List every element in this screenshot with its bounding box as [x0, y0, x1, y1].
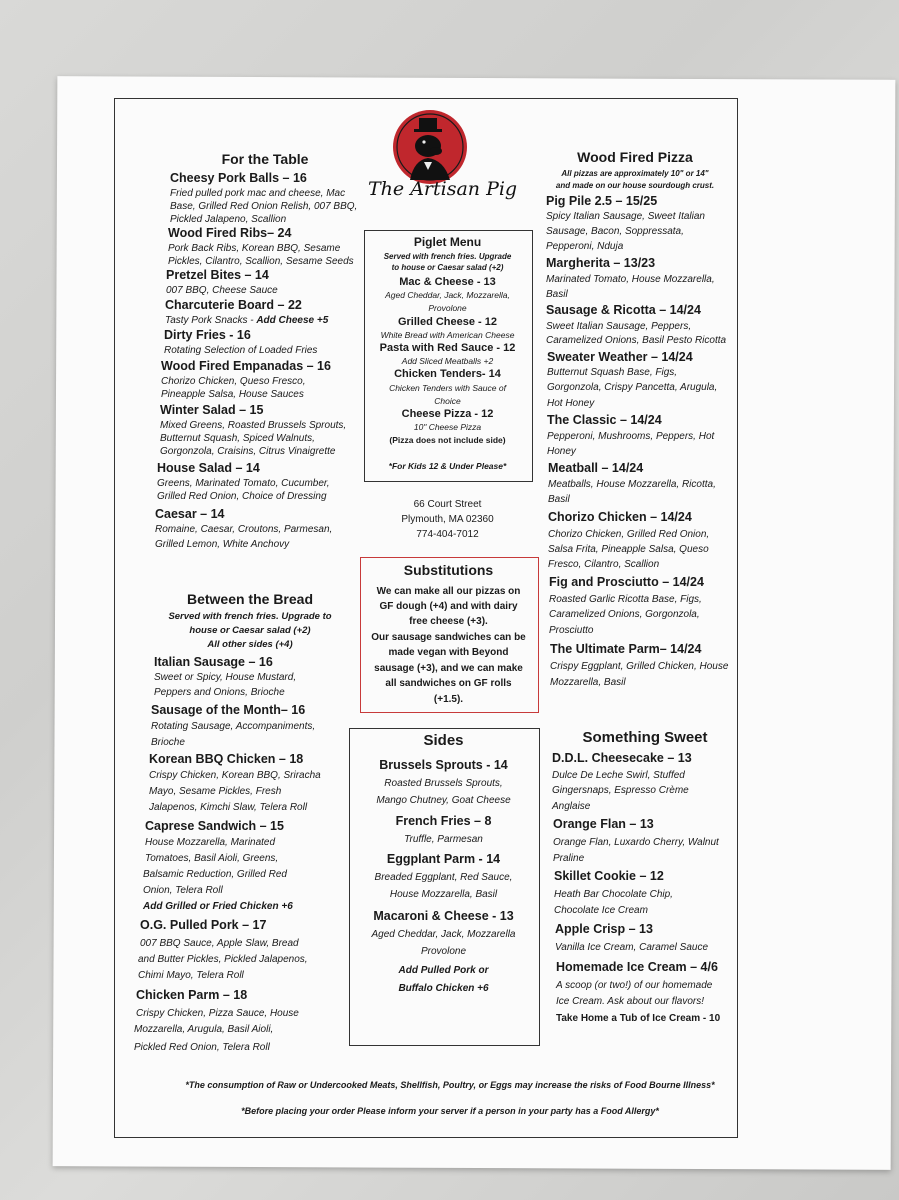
phone-number: 774-404-7012 [416, 529, 479, 540]
menu-item-name: Orange Flan – 13 [553, 817, 654, 831]
menu-item-name: Eggplant Parm - 14 [386, 852, 501, 866]
menu-item-desc: Chimi Mayo, Telera Roll [138, 970, 244, 981]
menu-item-name: Margherita – 13/23 [546, 256, 656, 270]
menu-item-desc: Breaded Eggplant, Red Sauce, [374, 872, 513, 883]
menu-item-desc: Jalapenos, Kimchi Slaw, Telera Roll [149, 802, 308, 813]
menu-item-name: Cheese Pizza - 12 [401, 408, 494, 420]
menu-item-desc: Prosciutto [549, 625, 594, 636]
menu-item-desc-text: Tasty Pork Snacks - [165, 315, 257, 326]
menu-item-name: Meatball – 14/24 [548, 461, 644, 475]
menu-item-desc: Onion, Telera Roll [143, 885, 223, 896]
menu-item-desc: Mixed Greens, Roasted Brussels Sprouts, [160, 420, 347, 431]
menu-item-desc: Gorgonzola, Craisins, Citrus Vinaigrette [160, 446, 336, 457]
pig-logo-icon [362, 108, 527, 218]
menu-item-name: Korean BBQ Chicken – 18 [149, 752, 304, 766]
substitutions-title: Substitutions [403, 562, 494, 578]
menu-item-desc: Pickles, Cilantro, Scallion, Sesame Seeds [168, 256, 354, 267]
menu-item-desc: Vanilla Ice Cream, Caramel Sauce [555, 942, 709, 953]
menu-item-desc: Aged Cheddar, Jack, Mozzarella [371, 929, 516, 940]
menu-item-desc: Praline [553, 853, 585, 864]
menu-item-desc: and Butter Pickles, Pickled Jalapenos, [138, 954, 308, 965]
menu-item-name: French Fries – 8 [395, 814, 492, 828]
substitutions-line: made vegan with Beyond [388, 647, 509, 658]
menu-item-desc: Caramelized Onions, Basil Pesto Ricotta [546, 335, 727, 346]
kids-note: *For Kids 12 & Under Please* [388, 461, 507, 471]
menu-item-name: Chicken Parm – 18 [136, 988, 248, 1002]
menu-item-name: Sausage & Ricotta – 14/24 [546, 303, 701, 317]
substitutions-line: sausage (+3), and we can make [374, 663, 523, 674]
menu-item-name: Pig Pile 2.5 – 15/25 [546, 194, 658, 208]
menu-item-name: O.G. Pulled Pork – 17 [140, 918, 267, 932]
sweet-title: Something Sweet [582, 729, 708, 746]
menu-item-desc: Gingersnaps, Espresso Crème [552, 785, 689, 796]
menu-item-desc: Fresco, Cilantro, Scallion [548, 559, 660, 570]
menu-item-desc: 007 BBQ, Cheese Sauce [166, 285, 278, 296]
menu-item-desc: Sausage, Bacon, Soppressata, [546, 226, 684, 237]
substitutions-line: Our sausage sandwiches can be [371, 632, 526, 643]
menu-item-desc: Pork Back Ribs, Korean BBQ, Sesame [168, 243, 341, 254]
allergy-disclaimer: *Before placing your order Please inform your server if a person in your party has a Food Allergy* [241, 1106, 659, 1116]
menu-item-name: Macaroni & Cheese - 13 [373, 909, 514, 923]
menu-item-name: Wood Fired Empanadas – 16 [161, 359, 331, 373]
menu-item-desc: Base, Grilled Red Onion Relish, 007 BBQ, [170, 201, 358, 212]
menu-item-name: Pasta with Red Sauce - 12 [379, 342, 516, 354]
address-street: 66 Court Street [413, 499, 482, 510]
sides-extra: Buffalo Chicken +6 [398, 983, 489, 994]
menu-item-name: Charcuterie Board – 22 [165, 298, 302, 312]
menu-item-desc: Honey [547, 446, 576, 457]
menu-item-desc: Pickled Jalapeno, Scallion [170, 214, 287, 225]
menu-item-desc: Add Sliced Meatballs +2 [401, 356, 494, 366]
menu-item-desc: Peppers and Onions, Brioche [154, 687, 285, 698]
menu-item-name: Mac & Cheese - 13 [399, 276, 496, 288]
ice-cream-tub-note: Take Home a Tub of Ice Cream - 10 [556, 1013, 721, 1024]
pizza-side-note: (Pizza does not include side) [389, 435, 506, 445]
menu-item-name: Skillet Cookie – 12 [554, 869, 664, 883]
menu-item-desc: Basil [548, 494, 570, 505]
menu-item-desc: Hot Honey [547, 398, 595, 409]
section-note: house or Caesar salad (+2) [189, 625, 311, 636]
menu-item-desc: Chocolate Ice Cream [554, 905, 648, 916]
menu-item-desc: Balsamic Reduction, Grilled Red [143, 869, 287, 880]
substitutions-line: all sandwiches on GF rolls [385, 678, 512, 689]
menu-item-desc: Grilled Red Onion, Choice of Dressing [157, 491, 327, 502]
menu-item-desc: Butternut Squash Base, Figs, [547, 367, 678, 378]
menu-item-name: Apple Crisp – 13 [555, 922, 653, 936]
menu-item-name: Pretzel Bites – 14 [166, 268, 269, 282]
for-the-table-title: For the Table [221, 151, 309, 167]
menu-item-desc: Provolone [428, 303, 467, 313]
menu-item-desc: Sweet Italian Sausage, Peppers, [546, 321, 692, 332]
menu-item-desc: Aged Cheddar, Jack, Mozzarella, [385, 290, 510, 300]
pizza-title: Wood Fired Pizza [577, 149, 693, 165]
logo [362, 108, 527, 218]
pizza-note: and made on our house sourdough crust. [555, 181, 715, 190]
menu-item-desc: Salsa Frita, Pineapple Salsa, Queso [548, 544, 709, 555]
menu-item-desc: Tomatoes, Basil Aioli, Greens, [145, 853, 279, 864]
menu-item-desc: Butternut Squash, Spiced Walnuts, [160, 433, 315, 444]
menu-item-name: Sweater Weather – 14/24 [547, 350, 693, 364]
menu-item-desc: Pepperoni, Mushrooms, Peppers, Hot [547, 431, 715, 442]
menu-item-name: Winter Salad – 15 [160, 403, 264, 417]
menu-item-desc: 007 BBQ Sauce, Apple Slaw, Bread [140, 938, 299, 949]
menu-item-desc: Mozzarella, Arugula, Basil Aioli, [134, 1024, 274, 1035]
menu-item-desc: Chorizo Chicken, Queso Fresco, [161, 376, 306, 387]
address-city: Plymouth, MA 02360 [401, 514, 494, 525]
menu-item-desc: House Mozzarella, Basil [389, 889, 498, 900]
sides-extra: Add Pulled Pork or [398, 965, 489, 976]
menu-item-desc: Ice Cream. Ask about our flavors! [556, 996, 705, 1007]
menu-item-name: D.D.L. Cheesecake – 13 [552, 751, 692, 765]
menu-item-desc: Dulce De Leche Swirl, Stuffed [552, 770, 685, 781]
between-the-bread-title: Between the Bread [186, 591, 314, 607]
menu-item-name: Italian Sausage – 16 [154, 655, 273, 669]
menu-item-name: Caprese Sandwich – 15 [145, 819, 284, 833]
menu-item-desc: Basil [546, 289, 568, 300]
section-note: Served with french fries. Upgrade to [168, 611, 332, 622]
substitutions-line: free cheese (+3). [409, 616, 488, 627]
piglet-note: to house or Caesar salad (+2) [391, 263, 504, 272]
piglet-title: Piglet Menu [413, 235, 482, 249]
piglet-note: Served with french fries. Upgrade [383, 252, 512, 261]
substitutions-line: We can make all our pizzas on [376, 586, 521, 597]
menu-item-name: Wood Fired Ribs– 24 [168, 226, 292, 240]
menu-item-desc: A scoop (or two!) of our homemade [556, 980, 713, 991]
menu-item-name: Homemade Ice Cream – 4/6 [556, 960, 718, 974]
substitutions-line: (+1.5). [433, 694, 464, 705]
menu-item-desc: Marinated Tomato, House Mozzarella, [546, 274, 715, 285]
menu-item-desc: Mango Chutney, Goat Cheese [376, 795, 511, 806]
menu-item-desc: Truffle, Parmesan [404, 834, 483, 845]
menu-item-desc: Sweet or Spicy, House Mustard, [154, 672, 297, 683]
menu-item-desc: Roasted Garlic Ricotta Base, Figs, [549, 594, 702, 605]
menu-item-desc: White Bread with American Cheese [380, 330, 515, 340]
menu-item-name: The Classic – 14/24 [547, 413, 662, 427]
menu-item-desc: Roasted Brussels Sprouts, [384, 778, 503, 789]
menu-item-name: Grilled Cheese - 12 [397, 316, 498, 328]
raw-food-disclaimer: *The consumption of Raw or Undercooked Meats, Shellfish, Poultry, or Eggs may increase the risks of Food Bourne Illness* [185, 1080, 715, 1090]
sides-title: Sides [423, 732, 464, 749]
menu-item-desc: Choice [434, 396, 461, 406]
menu-item-name: Sausage of the Month– 16 [151, 703, 306, 717]
menu-item-name: Fig and Prosciutto – 14/24 [549, 575, 704, 589]
menu-item-desc: Chicken Tenders with Sauce of [389, 383, 506, 393]
add-cheese-note: Add Cheese +5 [256, 315, 329, 326]
menu-item-desc: Crispy Chicken, Pizza Sauce, House [136, 1008, 299, 1019]
menu-item-desc: Fried pulled pork mac and cheese, Mac [170, 188, 346, 199]
menu-item-desc: Greens, Marinated Tomato, Cucumber, [157, 478, 330, 489]
menu-item-desc: 10" Cheese Pizza [413, 422, 482, 432]
menu-item-desc: Crispy Eggplant, Grilled Chicken, House [550, 661, 729, 672]
menu-item-desc: Rotating Sausage, Accompaniments, [151, 721, 316, 732]
menu-item-name: Dirty Fries - 16 [164, 328, 251, 342]
menu-item-desc: Pepperoni, Nduja [546, 241, 624, 252]
menu-item-desc: Mozzarella, Basil [550, 677, 626, 688]
menu-item-desc: Crispy Chicken, Korean BBQ, Sriracha [149, 770, 321, 781]
menu-item-name: House Salad – 14 [157, 461, 260, 475]
menu-item-name: Chorizo Chicken – 14/24 [548, 510, 692, 524]
menu-item-desc: Mayo, Sesame Pickles, Fresh [149, 786, 282, 797]
menu-item-name: Chicken Tenders- 14 [394, 368, 501, 380]
menu-item-desc: Meatballs, House Mozzarella, Ricotta, [548, 479, 716, 490]
pizza-note: All pizzas are approximately 10" or 14" [561, 169, 709, 178]
menu-item-desc: House Mozzarella, Marinated [145, 837, 276, 848]
section-note: All other sides (+4) [207, 639, 293, 650]
menu-item-desc: Orange Flan, Luxardo Cherry, Walnut [553, 837, 719, 848]
menu-item-name: The Ultimate Parm– 14/24 [550, 642, 702, 656]
menu-item-desc: Pineapple Salsa, House Sauces [161, 389, 304, 400]
menu-item-desc: Grilled Lemon, White Anchovy [155, 539, 290, 550]
logo-wordmark: The Artisan Pig [368, 178, 518, 200]
menu-item-name: Cheesy Pork Balls – 16 [170, 171, 307, 185]
sides-box [349, 728, 540, 1046]
menu-item-desc: Caramelized Onions, Gorgonzola, [549, 609, 700, 620]
add-chicken-note: Add Grilled or Fried Chicken +6 [143, 901, 293, 912]
menu-item-desc: Brioche [151, 737, 185, 748]
menu-item-name: Brussels Sprouts - 14 [379, 758, 508, 772]
menu-item-desc: Gorgonzola, Crispy Pancetta, Arugula, [547, 382, 718, 393]
menu-item-desc: Romaine, Caesar, Croutons, Parmesan, [155, 524, 333, 535]
menu-item-name: Caesar – 14 [155, 507, 225, 521]
menu-item-desc: Pickled Red Onion, Telera Roll [134, 1042, 270, 1053]
menu-item-desc: Anglaise [552, 801, 591, 812]
substitutions-line: GF dough (+4) and with dairy [379, 601, 518, 612]
menu-item-desc: Chorizo Chicken, Grilled Red Onion, [548, 529, 710, 540]
menu-item-desc: Provolone [420, 946, 467, 957]
menu-item-desc: Rotating Selection of Loaded Fries [164, 345, 318, 356]
menu-item-desc [165, 313, 328, 328]
menu-item-desc: Heath Bar Chocolate Chip, [554, 889, 673, 900]
menu-item-desc: Spicy Italian Sausage, Sweet Italian [546, 211, 705, 222]
